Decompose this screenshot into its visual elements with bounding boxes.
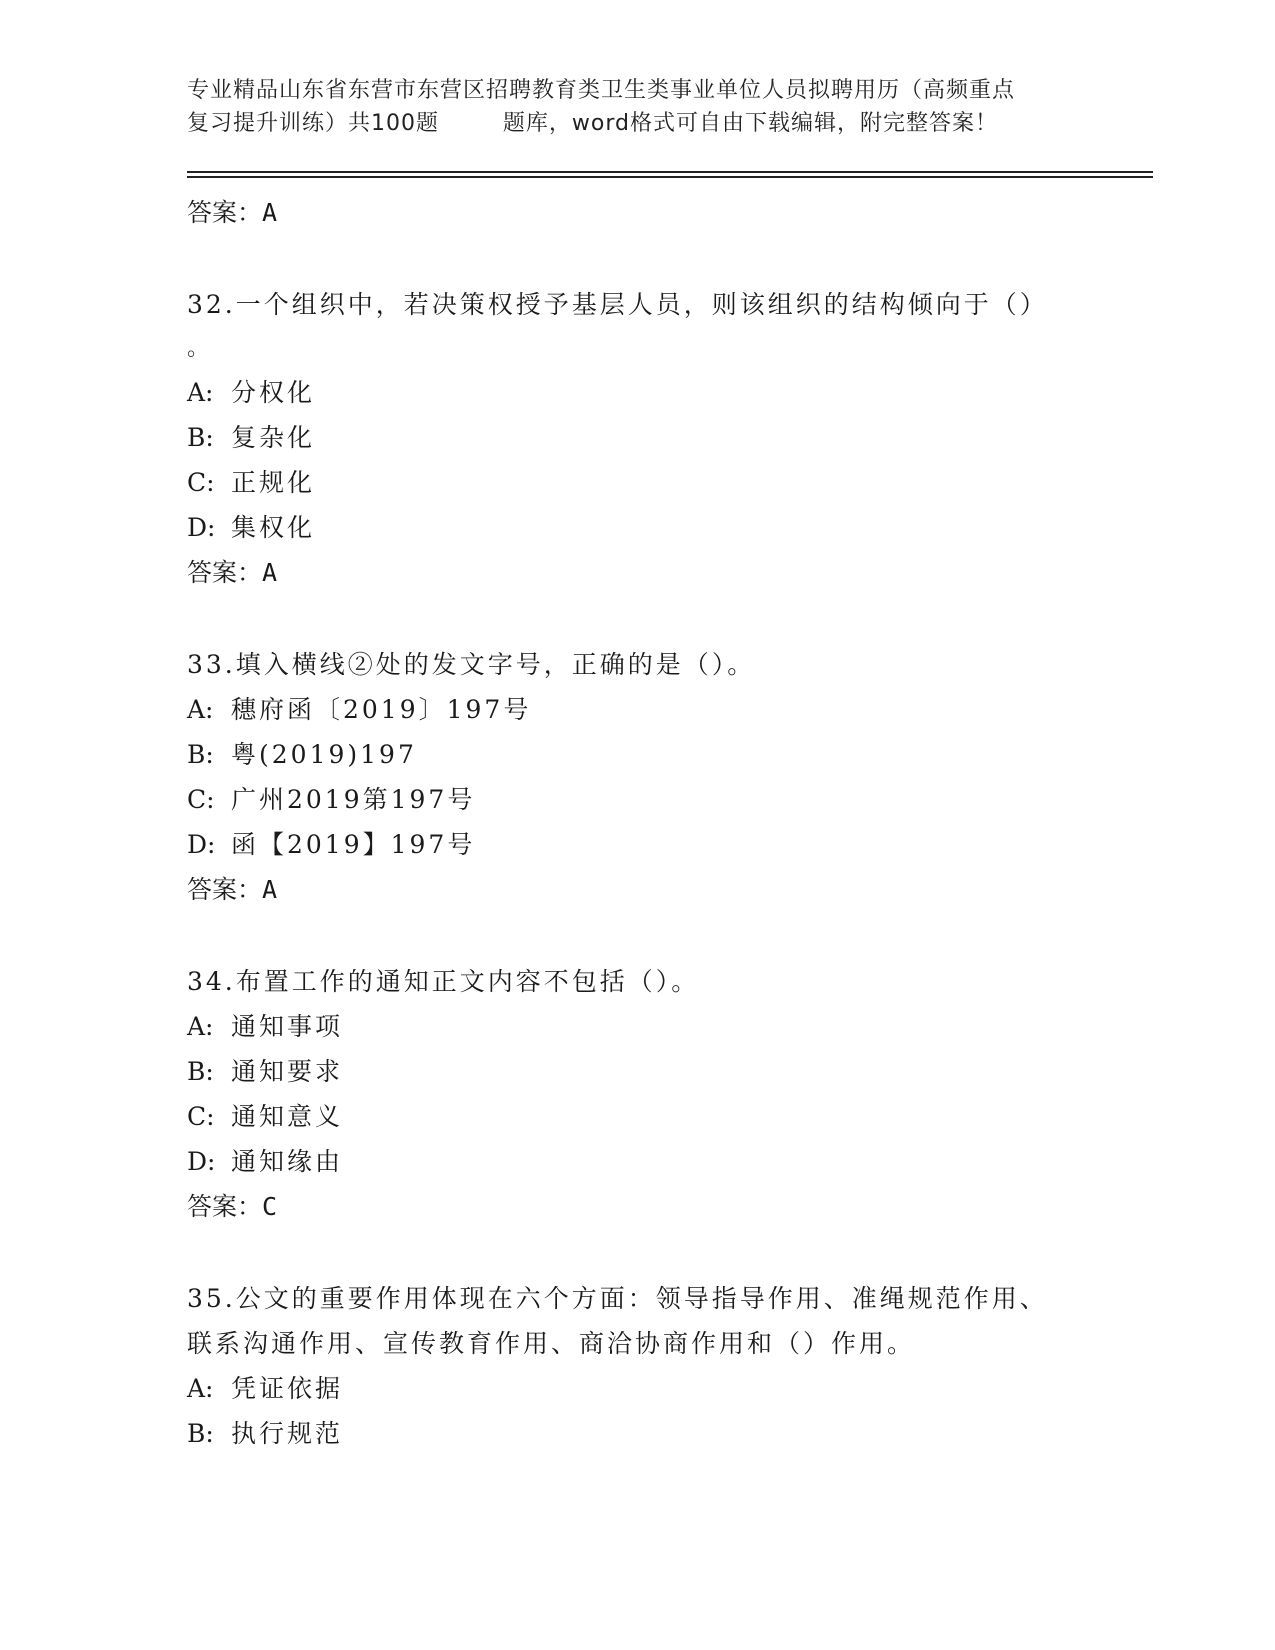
option-letter: A:: [187, 378, 214, 407]
option-text: 广州2019第197号: [231, 785, 476, 814]
option-item: [187, 1004, 1087, 1049]
option-letter: D:: [187, 1147, 216, 1176]
answer-label: 答案：: [187, 875, 263, 904]
answer-label: 答案：: [187, 558, 263, 587]
option-letter: A:: [187, 1012, 214, 1041]
option-item: [187, 1139, 1087, 1184]
option-item: [187, 505, 1087, 550]
option-letter: C:: [187, 1102, 215, 1131]
question-gap: [187, 235, 1087, 282]
option-letter: A:: [187, 695, 214, 724]
option-text: 通知事项: [231, 1012, 344, 1041]
option-text: 复杂化: [231, 423, 316, 452]
option-letter: C:: [187, 468, 215, 497]
option-text: 通知要求: [231, 1057, 344, 1086]
answer-line: [187, 867, 1087, 912]
option-letter: C:: [187, 785, 215, 814]
option-item: [187, 1411, 1087, 1456]
option-letter: D:: [187, 513, 216, 542]
option-item: [187, 1366, 1087, 1411]
question-text-line: 联系沟通作用、宣传教育作用、商洽协商作用和（）作用。: [187, 1329, 916, 1358]
question-text-line: 35.公文的重要作用体现在六个方面：领导指导作用、准绳规范作用、: [187, 1284, 1048, 1313]
question-text-line: 33.填入横线②处的发文字号，正确的是（）。: [187, 650, 756, 679]
question-text-line: 34.布置工作的通知正文内容不包括（）。: [187, 967, 700, 996]
question-text-line: 32.一个组织中，若决策权授予基层人员，则该组织的结构倾向于（）: [187, 290, 1048, 319]
question-block: [187, 959, 1087, 1229]
answer-label: 答案：: [187, 198, 263, 227]
option-item: [187, 370, 1087, 415]
option-item: [187, 1094, 1087, 1139]
option-item: [187, 1049, 1087, 1094]
answer-line: [187, 550, 1087, 595]
option-item: [187, 777, 1087, 822]
option-text: 执行规范: [231, 1419, 344, 1448]
option-text: 通知缘由: [231, 1147, 344, 1176]
option-letter: B:: [187, 423, 214, 452]
question-gap: [187, 595, 1087, 642]
header-line-1: 专业精品山东省东营市东营区招聘教育类卫生类事业单位人员拟聘用历（高频重点: [187, 78, 1016, 103]
header-line-2: 复习提升训练）共100题 题库，word格式可自由下载编辑，附完整答案！: [187, 111, 999, 136]
answer-value: A: [262, 558, 278, 587]
question-text-line: 。: [187, 336, 213, 361]
question-block: [187, 642, 1087, 912]
previous-answer: [187, 190, 1087, 235]
option-text: 凭证依据: [231, 1374, 344, 1403]
option-text: 集权化: [231, 513, 316, 542]
header-rule-top: [187, 171, 1153, 173]
option-text: 穗府函〔2019〕197号: [231, 695, 532, 724]
question-block: [187, 282, 1087, 595]
option-item: [187, 687, 1087, 732]
option-item: [187, 822, 1087, 867]
option-letter: B:: [187, 1057, 214, 1086]
question-gap: [187, 1229, 1087, 1276]
option-text: 正规化: [231, 468, 316, 497]
answer-label: 答案：: [187, 1192, 263, 1221]
option-letter: B:: [187, 740, 214, 769]
answer-value: A: [262, 198, 278, 227]
option-text: 通知意义: [231, 1102, 344, 1131]
header-rule-bottom: [187, 176, 1153, 178]
answer-value: C: [262, 1192, 278, 1221]
option-letter: D:: [187, 830, 216, 859]
option-letter: B:: [187, 1419, 214, 1448]
option-item: [187, 732, 1087, 777]
option-text: 粤(2019)197: [231, 740, 417, 769]
question-list: [187, 190, 1087, 1456]
option-text: 分权化: [231, 378, 316, 407]
question-gap: [187, 912, 1087, 959]
option-item: [187, 460, 1087, 505]
page-header: [187, 74, 1087, 140]
option-letter: A:: [187, 1374, 214, 1403]
option-item: [187, 415, 1087, 460]
question-block: [187, 1276, 1087, 1456]
answer-value: A: [262, 875, 278, 904]
option-text: 函【2019】197号: [231, 830, 476, 859]
answer-line: [187, 1184, 1087, 1229]
